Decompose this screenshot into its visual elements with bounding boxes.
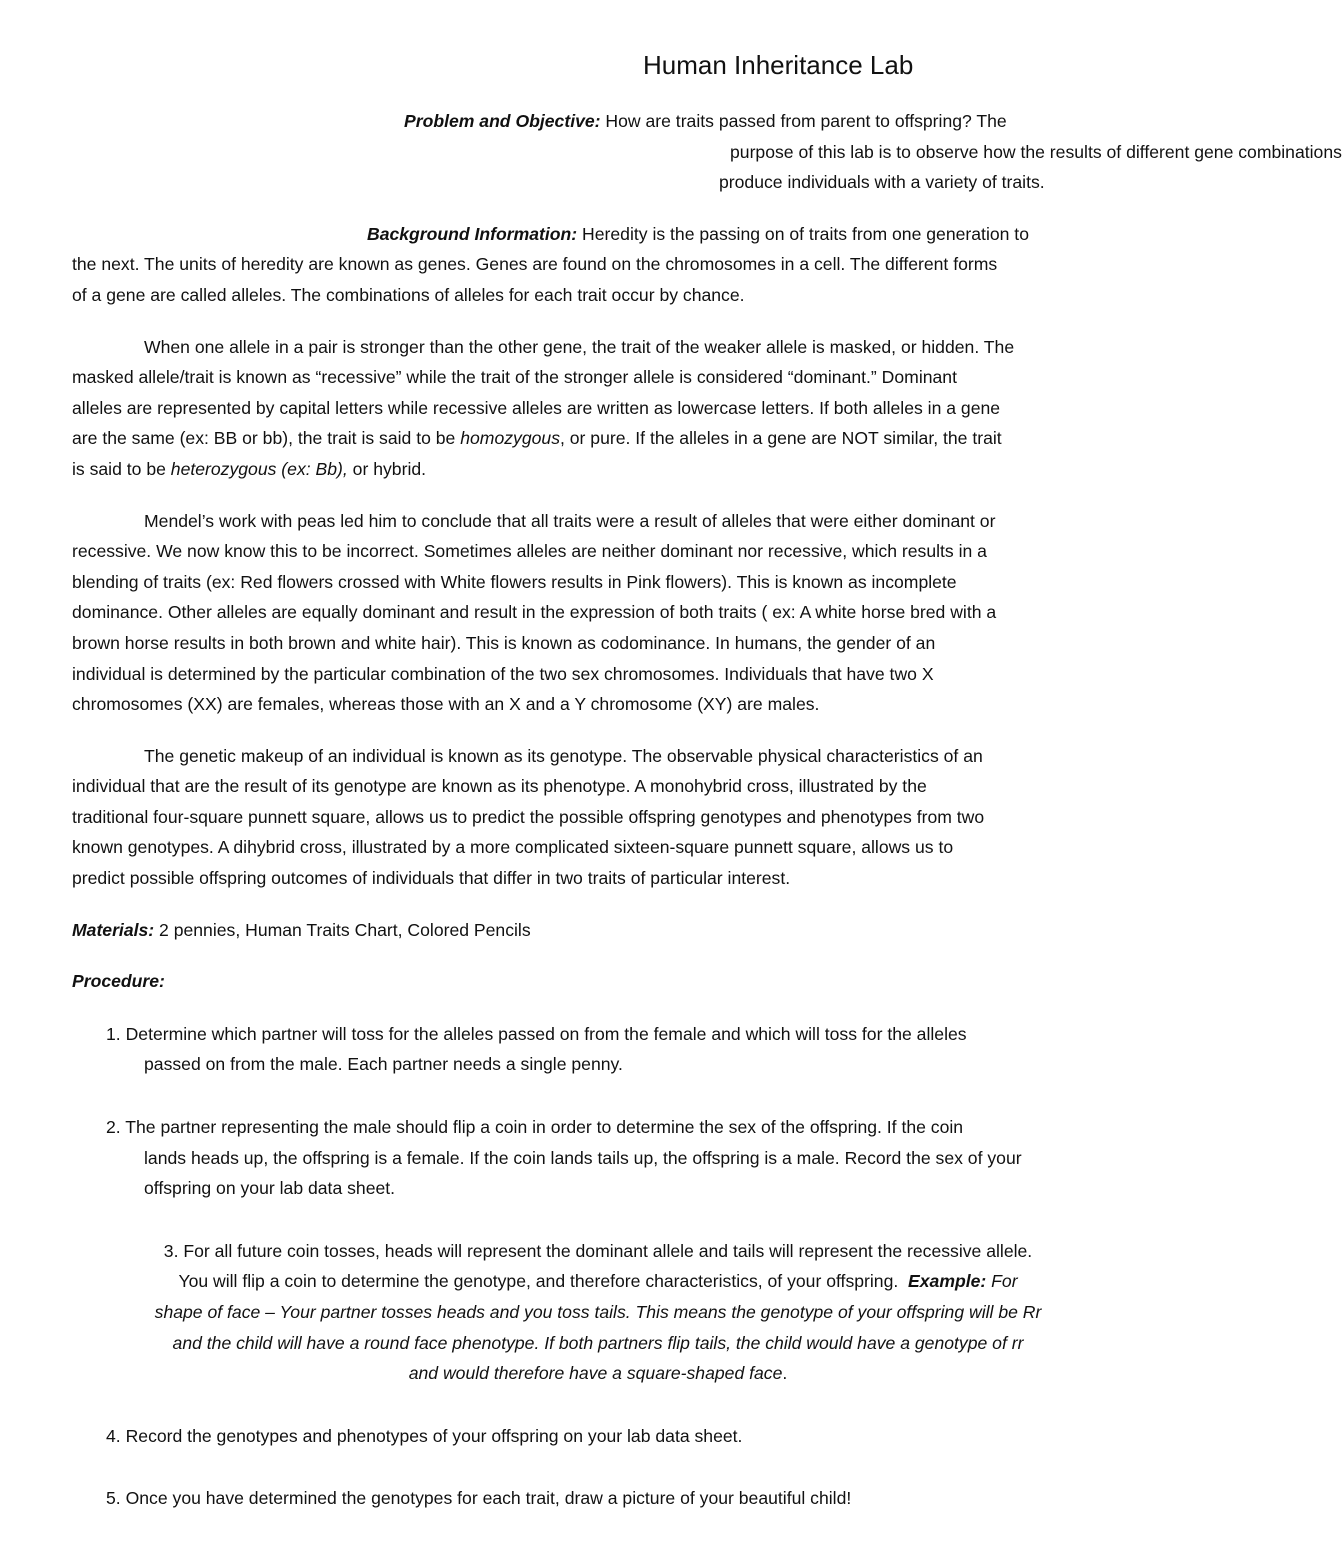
heterozygous-term: heterozygous (ex: Bb), <box>170 458 348 479</box>
materials-paragraph <box>72 915 1124 946</box>
problem-label: Problem and Objective: <box>404 111 601 131</box>
step-3-number: 3. <box>163 1240 179 1261</box>
p3-line-4: dominance. Other alleles are equally dominant and result in the expression of both traits ( ex: A white horse bred with a <box>72 602 997 623</box>
procedure-label: Procedure: <box>72 971 165 992</box>
step-5-text-1: Once you have determined the genotypes for each trait, draw a picture of your beautiful child! <box>125 1488 852 1509</box>
step-5-number: 5. <box>106 1488 121 1509</box>
step-3-text-2: You will flip a coin to determine the genotype, and therefore characteristics, of your offspring. <box>178 1271 899 1292</box>
step-4-text-1: Record the genotypes and phenotypes of your offspring on your lab data sheet. <box>125 1425 743 1446</box>
document-title: Human Inheritance Lab <box>643 50 914 80</box>
step-2-line-3: offspring on your lab data sheet. <box>144 1178 396 1199</box>
p2-line-5-b: or hybrid. <box>347 458 427 479</box>
materials-text: 2 pennies, Human Traits Chart, Colored Pencils <box>159 919 531 940</box>
p2-line-3: alleles are represented by capital letters while recessive alleles are written as lowercase letters. If both alleles in a gene <box>72 397 1001 418</box>
p2-line-2: masked allele/trait is known as “recessive” while the trait of the stronger allele is considered “dominant.” Dominant <box>72 367 957 388</box>
step-1-text-1: Determine which partner will toss for the alleles passed on from the female and which will toss for the alleles <box>125 1023 967 1044</box>
background-label: Background Information: <box>367 223 578 244</box>
background-line-1 <box>72 219 1124 250</box>
step-3-line-2 <box>72 1266 1124 1297</box>
step-3-line-5 <box>72 1358 1124 1389</box>
problem-line-2: purpose of this lab is to observe how the results of different gene combinations <box>730 141 1342 162</box>
p3-line-6: individual is determined by the particular combination of the two sex chromosomes. Individuals that have two X <box>72 663 934 684</box>
step-5-line-1 <box>72 1483 1124 1514</box>
step-3-line-1 <box>72 1236 1124 1267</box>
step-3-text-1: For all future coin tosses, heads will represent the dominant allele and tails will represent the recessive allele. <box>183 1240 1033 1261</box>
materials-label: Materials: <box>72 919 155 940</box>
p2-line-1: When one allele in a pair is stronger than the other gene, the trait of the weaker allele is masked, or hidden. The <box>144 336 1015 357</box>
step-3-line-3: shape of face – Your partner tosses heads and you toss tails. This means the genotype of your offspring will be Rr <box>154 1302 1042 1322</box>
step-4-number: 4. <box>106 1425 121 1446</box>
p4-line-2: individual that are the result of its genotype are known as its phenotype. A monohybrid cross, illustrated by the <box>72 776 927 797</box>
p2-line-4 <box>72 423 1124 454</box>
background-line-3: of a gene are called alleles. The combinations of alleles for each trait occur by chance. <box>72 284 745 305</box>
step-3-text-5: and would therefore have a square-shaped face <box>408 1363 783 1384</box>
problem-objective-paragraph <box>404 106 1342 198</box>
p2-line-4-b: , or pure. If the alleles in a gene are NOT similar, the trait <box>560 428 1002 449</box>
step-2-text-1: The partner representing the male should flip a coin in order to determine the sex of the offspring. If the coin <box>125 1117 964 1138</box>
step-2-line-2: lands heads up, the offspring is a female. If the coin lands tails up, the offspring is a male. Record the sex of your <box>144 1147 1022 1168</box>
procedure-step-1 <box>72 1019 1124 1080</box>
procedure-step-3 <box>72 1236 1124 1389</box>
problem-text-1: How are traits passed from parent to offspring? The <box>605 111 1007 131</box>
problem-line-3: produce individuals with a variety of traits. <box>719 172 1045 193</box>
p2-line-5-a: is said to be <box>72 458 171 479</box>
step-1-line-1 <box>72 1019 1124 1050</box>
p4-line-3: traditional four-square punnett square, allows us to predict the possible offspring genotypes and phenotypes from two <box>72 806 985 827</box>
p3-line-5: brown horse results in both brown and white hair). This is known as codominance. In humans, the gender of an <box>72 632 936 653</box>
background-paragraph-3 <box>72 506 1124 720</box>
background-paragraph-1 <box>72 219 1124 311</box>
p4-line-1: The genetic makeup of an individual is known as its genotype. The observable physical characteristics of an <box>144 745 983 766</box>
document-body <box>72 106 1342 1514</box>
step-1-line-2: passed on from the male. Each partner needs a single penny. <box>144 1054 623 1075</box>
procedure-step-5 <box>72 1483 1124 1514</box>
procedure-step-2 <box>72 1112 1124 1204</box>
step-3-line-4: and the child will have a round face phenotype. If both partners flip tails, the child would have a genotype of rr <box>172 1332 1024 1353</box>
step-1-number: 1. <box>106 1023 121 1044</box>
p3-line-1: Mendel’s work with peas led him to conclude that all traits were a result of alleles that were either dominant or <box>144 510 996 531</box>
p3-line-3: blending of traits (ex: Red flowers crossed with White flowers results in Pink flowers). This is known as incomplete <box>72 571 957 592</box>
background-line-2: the next. The units of heredity are known as genes. Genes are found on the chromosomes in a cell. The different forms <box>72 254 998 275</box>
step-3-text-2b: For <box>991 1271 1018 1292</box>
step-2-line-1 <box>72 1112 1124 1143</box>
procedure-heading <box>72 966 1124 997</box>
problem-line-1 <box>404 106 1124 137</box>
p2-line-5 <box>72 454 1124 485</box>
background-text-1: Heredity is the passing on of traits from one generation to <box>582 223 1029 244</box>
p4-line-4: known genotypes. A dihybrid cross, illustrated by a more complicated sixteen-square punnett square, allows us to <box>72 837 954 858</box>
step-4-line-1 <box>72 1421 1124 1452</box>
p3-line-7: chromosomes (XX) are females, whereas those with an X and a Y chromosome (XY) are males. <box>72 694 820 715</box>
step-2-number: 2. <box>106 1117 121 1138</box>
p3-line-2: recessive. We now know this to be incorrect. Sometimes alleles are neither dominant nor recessive, which results in a <box>72 541 987 562</box>
example-label: Example: <box>908 1271 987 1292</box>
procedure-step-4 <box>72 1421 1124 1452</box>
background-paragraph-4 <box>72 741 1124 894</box>
p4-line-5: predict possible offspring outcomes of individuals that differ in two traits of particular interest. <box>72 868 791 889</box>
p2-line-4-a: are the same (ex: BB or bb), the trait is said to be <box>72 428 461 449</box>
step-3-period: . <box>782 1363 788 1384</box>
background-paragraph-2 <box>72 332 1124 485</box>
homozygous-term: homozygous <box>460 428 560 449</box>
